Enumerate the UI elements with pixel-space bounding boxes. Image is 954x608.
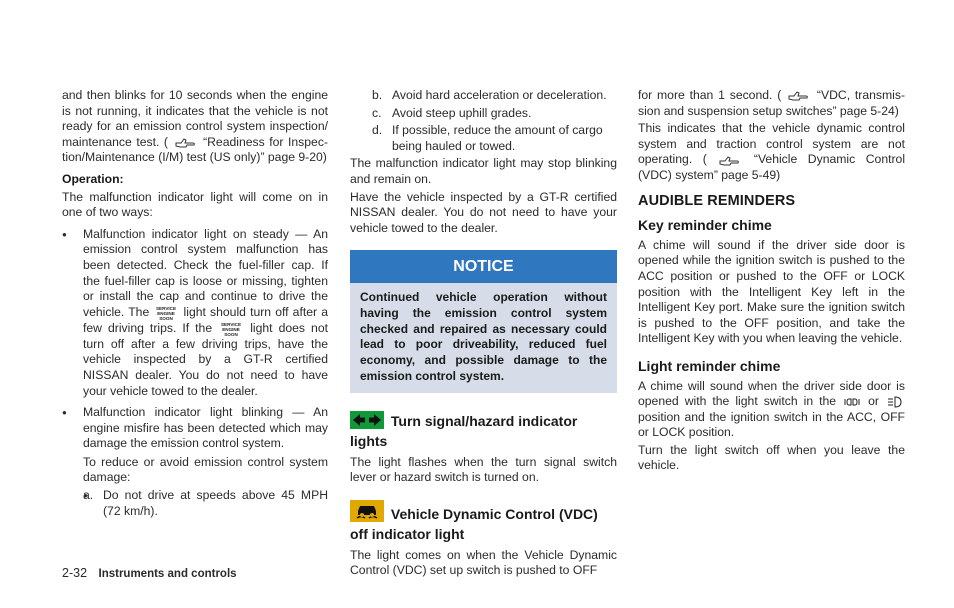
icon-label-soon: SOON — [159, 315, 174, 321]
audible-reminders-heading: AUDIBLE REMINDERS — [638, 192, 796, 209]
icon-label-engine: ENGINE — [157, 310, 176, 316]
vdc-off-icon — [350, 500, 384, 526]
column-left — [62, 88, 328, 521]
icon-label-service: SERVICE — [156, 305, 177, 311]
list-item: ● Malfunction indicator light blinking — An engine misfire has been detected which may damage the emission control system. To reduce or avoid emission control system damage: ● a. Do not drive at speeds above 45 MPH (72 km/h). — [62, 405, 328, 519]
list-item: ● Malfunction indicator light on steady — An emission control system malfunction has been detected. Check the fuel-filler cap. If the fuel-filler cap is loose or missing, tighten or install the cap and continue to drive the vehicle. The SERVICE ENGINE SOON light should turn off after a few driving trips. If the SERVICE ENGINE SOON light does not turn off after a few driving trips, have the vehicle inspected by a GT-R certified NISSAN dealer. You do not need to have your vehicle towed to the dealer. — [62, 227, 328, 399]
icon-label-soon: SOON — [224, 331, 238, 337]
sub-paragraph: To reduce or avoid emission control system damage: — [83, 454, 328, 485]
vdc-off-heading: Vehicle Dynamic Control (VDC) off indicator light — [350, 500, 617, 543]
paragraph-dealer: Have the vehicle inspected by a GT-R certified NISSAN dealer. You do not need to have your vehicle towed to the dealer. — [350, 189, 617, 235]
icon-label-service: SERVICE — [221, 321, 242, 327]
operation-heading: Operation: — [62, 171, 124, 186]
notice-text: Continued vehicle operation without having the emission control system checked and repaired as necessary could lead to poor driveability, reduced fuel economy, and possible damage to the emission control system. — [360, 290, 607, 383]
paragraph-vdc-switch: for more than 1 second. ( “VDC, transmis-sion and suspension setup switches” page 5-24) — [638, 88, 905, 118]
headlight-icon — [887, 396, 903, 408]
icon-label-engine: ENGINE — [222, 326, 240, 332]
alpha-list — [83, 488, 328, 519]
page-footer — [62, 566, 237, 580]
light-reminder-text: A chime will sound when the driver side door is opened with the light switch in the or position and the ignition switch in the ACC, OFF or LOCK position. — [638, 378, 905, 440]
paragraph-stop-blinking: The malfunction indicator light may stop blinking and remain on. — [350, 156, 617, 186]
turn-signal-heading: Turn signal/hazard indicator lights — [350, 412, 578, 449]
page-reference-icon — [175, 136, 197, 149]
list-item: ● a. Do not drive at speeds above 45 MPH (72 km/h). — [83, 488, 328, 519]
light-reminder-text-2: Turn the light switch off when you leave the vehicle. — [638, 442, 905, 473]
list-item: c. Avoid steep uphill grades. — [372, 105, 532, 120]
key-reminder-text: A chime will sound if the driver side door is opened while the ignition switch is pushed to the ACC position or pushed to the OFF or LOCK position with the Intelligent Key left in the Intelligent Key port. Make sure the ignition switch is pushed to the OFF position, and take the Intelligent Key with you when leaving the vehicle. — [638, 237, 905, 346]
column-right — [638, 88, 905, 476]
service-engine-soon-icon — [154, 305, 178, 321]
page-number: 2-32 — [62, 566, 88, 580]
notice-title: NOTICE — [350, 250, 617, 283]
page-reference-icon — [719, 154, 741, 167]
key-reminder-heading: Key reminder chime — [638, 217, 772, 234]
column-middle — [350, 88, 617, 581]
light-reminder-heading: Light reminder chime — [638, 357, 781, 374]
paragraph-readiness: and then blinks for 10 seconds when the engine is not running, it indicates that the vehicle is not ready for an emission control system inspection/ maintenance test. ( “Readiness for Inspec-tion/Maintenance (I/M) test (US only)” page 9-20) — [62, 88, 328, 165]
page-reference-icon — [788, 89, 810, 102]
section-name: Instruments and controls — [98, 568, 237, 580]
list-item: b. Avoid hard acceleration or deceleration. — [372, 88, 607, 102]
list-item: d. If possible, reduce the amount of cargo being hauled or towed. — [372, 123, 603, 153]
turn-signal-text: The light flashes when the turn signal switch lever or hazard switch is turned on. — [350, 454, 617, 485]
parking-light-icon — [844, 396, 860, 408]
alpha-list-continued — [372, 88, 617, 154]
operation-text: The malfunction indicator light will come on in one of two ways: — [62, 189, 328, 220]
turn-signal-icon — [350, 411, 384, 433]
vdc-off-text: The light comes on when the Vehicle Dynamic Control (VDC) set up switch is pushed to OFF — [350, 547, 617, 578]
service-engine-soon-icon — [219, 321, 243, 337]
notice-box — [350, 250, 617, 392]
operation-list — [62, 227, 328, 520]
paragraph-vdc-indicates: This indicates that the vehicle dynamic control system and traction control system are not operating. ( “Vehicle Dynamic Control (VDC) system” page 5-49) — [638, 121, 906, 182]
